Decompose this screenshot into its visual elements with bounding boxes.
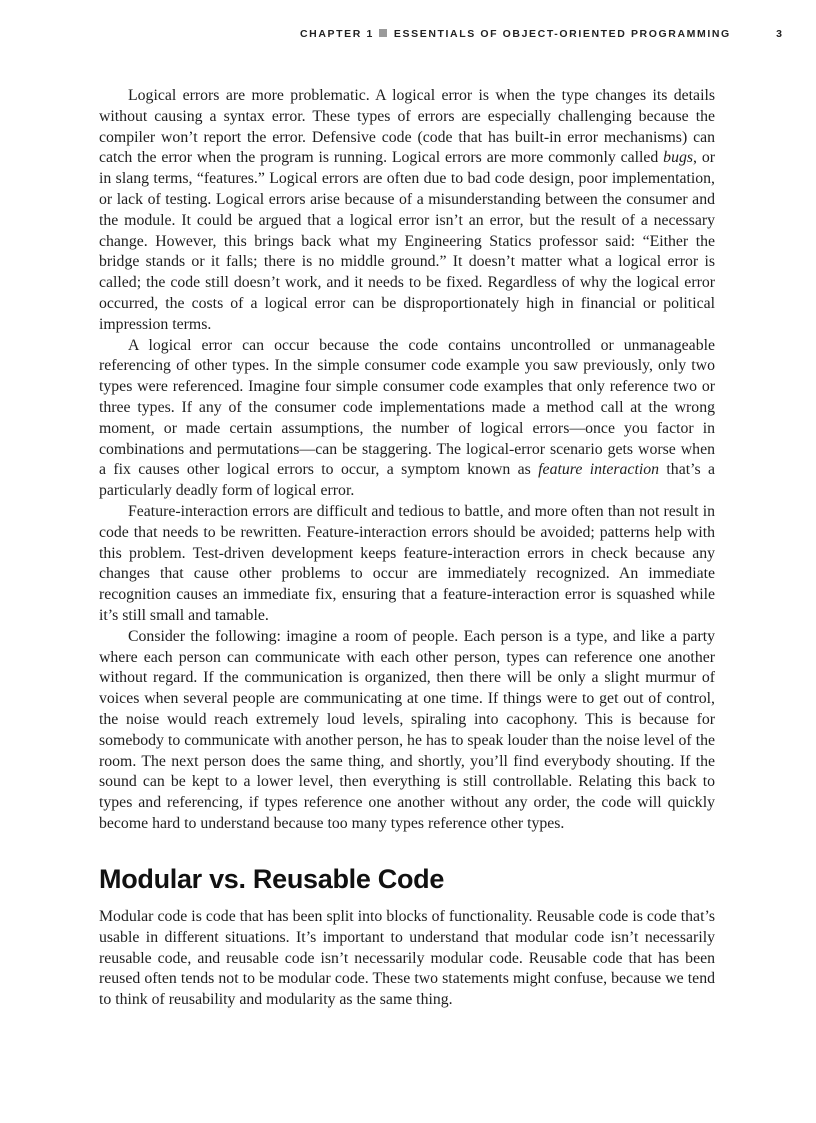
emphasis-feature-interaction: feature interaction — [538, 461, 660, 479]
section-body — [99, 907, 715, 1011]
page-number: 3 — [776, 28, 782, 40]
paragraph-feature-interaction-errors: Feature-interaction errors are difficult and tedious to battle, and more often than not result in code that needs to be rewritten. Feature-interaction errors should be avoided; patterns help with this problem. Test-driven development keeps feature-interaction errors in check because any changes that cause other problems to occur are immediately recognized. An immediate recognition causes an immediate fix, ensuring that a feature-interaction error is squashed while it’s still small and tamable. — [99, 502, 715, 624]
running-header — [300, 28, 731, 44]
header-separator-square-icon — [379, 29, 387, 37]
paragraph-logical-errors: Logical errors are more problematic. A logical error is when the type changes its details without causing a syntax error. These types of errors are especially challenging because the compiler won’t report the error. Defensive code (code that has built-in error mechanisms) can catch the error when the program is running. Logical errors are more commonly called bugs, or in slang terms, “features.” Logical errors are often due to bad code design, poor implementation, or lack of testing. Logical errors arise because of a misunderstanding between the consumer and the module. It could be argued that a logical error isn’t an error, but the result of a necessary change. However, this brings back what my Engineering Statics professor said: “Either the bridge stands or it falls; there is no middle ground.” It doesn’t matter what a logical error is called; the code still doesn’t work, and it needs to be fixed. Regardless of why the logical error occurred, the costs of a logical error can be disproportionately high in financial or political impression terms. — [99, 87, 715, 333]
body-text — [99, 86, 715, 835]
chapter-title: ESSENTIALS OF OBJECT-ORIENTED PROGRAMMING — [393, 28, 731, 40]
paragraph-modular-vs-reusable: Modular code is code that has been split into blocks of functionality. Reusable code is code that’s usable in different situations. It’s important to understand that modular code isn’t necessarily reusable code, and reusable code isn’t necessarily modular code. Reusable code that has been reused often tends not to be modular code. These two statements might confuse, because we tend to think of reusability and modularity as the same thing. — [99, 908, 715, 1009]
chapter-label: CHAPTER 1 — [300, 28, 374, 40]
paragraph-room-of-people: Consider the following: imagine a room of people. Each person is a type, and like a party where each person can communicate with each other person, types can reference one another without regard. If the communication is organized, then there will be only a slight murmur of voices when several people are communicating at one time. If things were to get out of control, the noise would reach extremely loud levels, spiraling into cacophony. This is because for somebody to communicate with another person, he has to speak louder than the noise level of the room. The next person does the same thing, and shortly, you’ll find everybody shouting. If the sound can be kept to a lower level, then everything is still controllable. Relating this back to types and referencing, if types reference one another without any order, the code will quickly become hard to understand because too many types reference other types. — [99, 627, 715, 832]
paragraph-uncontrolled-referencing: A logical error can occur because the code contains uncontrolled or unmanageable referencing of other types. In the simple consumer code example you saw previously, only two types were referenced. Imagine four simple consumer code examples that only reference two or three types. If any of the consumer code implementations made a method call at the wrong moment, or made certain assumptions, the number of logical errors—once you factor in combinations and permutations—can be staggering. The logical-error scenario gets worse when a fix causes other logical errors to occur, a symptom known as feature interaction that’s a particularly deadly form of logical error. — [99, 336, 716, 500]
section-heading: Modular vs. Reusable Code — [99, 864, 445, 894]
emphasis-bugs: bugs — [663, 149, 694, 167]
